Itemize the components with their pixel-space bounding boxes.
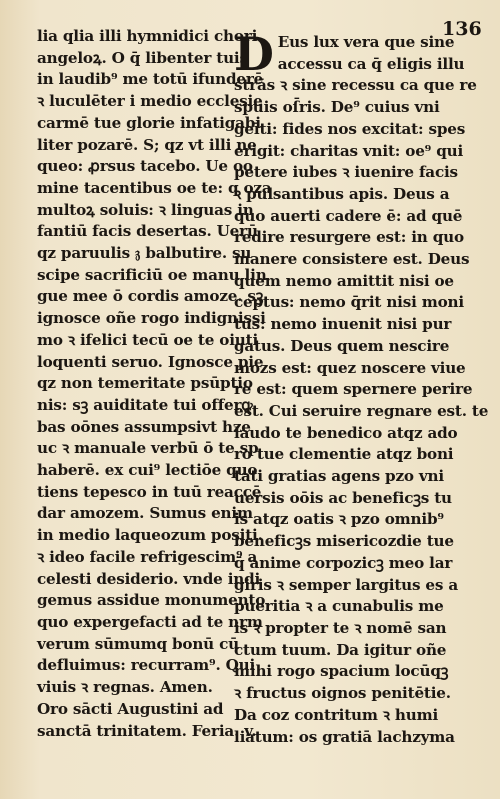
- text-line: gatus. Deus quem nescire: [234, 336, 450, 355]
- text-line: ro tue clementie atqz boni: [234, 445, 454, 464]
- text-line: lia qlia illi hymnidici chori: [37, 27, 258, 45]
- text-line: ctum tuum. Da igitur oñe: [234, 640, 447, 659]
- text-line: tati gratias agens pzo vni: [234, 467, 444, 486]
- text-line: Eus lux vera que sine: [277, 33, 455, 51]
- text-line: is ꝛ propter te ꝛ nomē san: [234, 618, 447, 637]
- text-line: geīti: fides nos excitat: spes: [234, 119, 466, 138]
- page-number: 136: [442, 18, 482, 40]
- text-line: loquenti seruo. Ignosce pie: [37, 352, 264, 371]
- text-line: dar amozem. Sumus enim: [37, 504, 253, 523]
- text-line: ꝛ fructus oignos penitētie.: [234, 684, 451, 703]
- text-line: is atqz oatis ꝛ pzo omnib⁹: [234, 510, 444, 529]
- text-line: carmē tue glorie infatigabi: [37, 113, 261, 132]
- text-line: mihi rogo spacium locūqꝫ: [234, 662, 449, 681]
- text-line: uc ꝛ manuale verbū ō te sp: [37, 439, 259, 458]
- text-line: qz paruulis 𝔷 balbutire. su: [37, 244, 252, 263]
- text-line: qz non temeritate psūptio: [37, 374, 253, 393]
- text-line: Oro sācti Augustini ad: [37, 699, 224, 718]
- text-line: fantiū facis desertas. Uerū: [37, 222, 258, 241]
- text-line: ignosce oñe rogo indignissi: [37, 309, 266, 328]
- text-line: manere consistere est. Deus: [234, 250, 470, 269]
- text-line: mine tacentibus oe te: q oza: [37, 178, 272, 197]
- text-line: gue mee ō cordis amoze. sꝫ: [37, 287, 264, 306]
- text-line: mozs est: quez noscere viue: [234, 358, 466, 377]
- text-line: est. Cui seruire regnare est. te: [234, 401, 489, 420]
- text-line: in medio laqueozum positi.: [37, 526, 263, 545]
- text-line: liter pozarē. S; qz vt illi ne: [37, 135, 257, 154]
- text-line: scipe sacrificiū oe manu lin: [37, 265, 267, 284]
- left-text-column: [37, 26, 272, 742]
- text-line: in laudib⁹ me totū ifunderē: [37, 70, 264, 89]
- text-line: liatum: os gratiā lachzyma: [234, 727, 455, 746]
- text-line: quo expergefacti ad te nrm: [37, 612, 263, 631]
- text-line: celesti desiderio. vnde indi: [37, 569, 261, 588]
- text-line: ꝛ ideo facile refrigescim⁹ a: [37, 547, 258, 566]
- text-line: quem nemo amittit nisi oe: [234, 271, 454, 290]
- text-line: quo auerti cadere ē: ad quē: [234, 206, 463, 225]
- text-line: viuis ꝛ regnas. Amen.: [37, 678, 213, 697]
- text-line: uersis oōis ac beneficꝫs tu: [234, 488, 452, 507]
- text-line: ꝛ luculēter i medio ecclesie: [37, 92, 263, 111]
- text-line: verum sūmumq bonū cū: [37, 634, 239, 653]
- text-line: pueritia ꝛ a cunabulis me: [234, 597, 444, 616]
- text-line: tus: nemo inuenit nisi pur: [234, 315, 452, 334]
- text-line: tiens tepesco in tuū reaccē: [37, 482, 262, 501]
- text-line: petere iubes ꝛ iuenire facis: [234, 163, 458, 182]
- text-line: ceptus: nemo q̄rit nisi moni: [234, 293, 464, 312]
- text-line: accessu ca q̄ eligis illu: [277, 54, 465, 73]
- text-line: haberē. ex cui⁹ lectiōe quo: [37, 461, 258, 480]
- text-line: beneficꝫs misericozdie tue: [234, 532, 454, 551]
- text-line: redire resurgere est: in quo: [234, 228, 464, 247]
- text-line: sanctā trinitatem. Feria. v.: [37, 721, 257, 740]
- text-line: nis: sꝫ auiditate tui offerꝙ: [37, 395, 253, 414]
- decorated-initial: D: [234, 27, 274, 81]
- text-line: Da coz contritum ꝛ humi: [234, 705, 439, 724]
- text-line: defluimus: recurram⁹. Qui: [37, 656, 256, 675]
- text-line: q̄ anime corpozicꝫ meo lar: [234, 553, 453, 572]
- text-line: mo ꝛ ifelici tecū oe te oiuti: [37, 330, 259, 349]
- text-line: gemus assidue monumento: [37, 591, 266, 610]
- text-line: bas oōnes assumpsivt hze: [37, 417, 251, 436]
- text-line: re est: quem spernere perire: [234, 380, 473, 399]
- text-line: queo: ꝓrsus tacebo. Ue oo: [37, 157, 253, 176]
- text-line: ꝛ pulsantibus apis. Deus a: [234, 184, 450, 203]
- text-line: spuis oſ̄ris. De⁹ cuius vni: [234, 98, 440, 117]
- text-line: strās ꝛ sine recessu ca que re: [234, 76, 477, 95]
- text-line: erigit: charitas vnit: oe⁹ qui: [234, 141, 464, 160]
- text-line: angeloꝝ. O q̄ libenter tuis: [37, 48, 248, 67]
- text-line: laudo te benedico atqz ado: [234, 423, 458, 442]
- text-line: multoꝝ soluis: ꝛ linguas in: [37, 200, 254, 219]
- text-line: giris ꝛ semper largitus es a: [234, 575, 458, 594]
